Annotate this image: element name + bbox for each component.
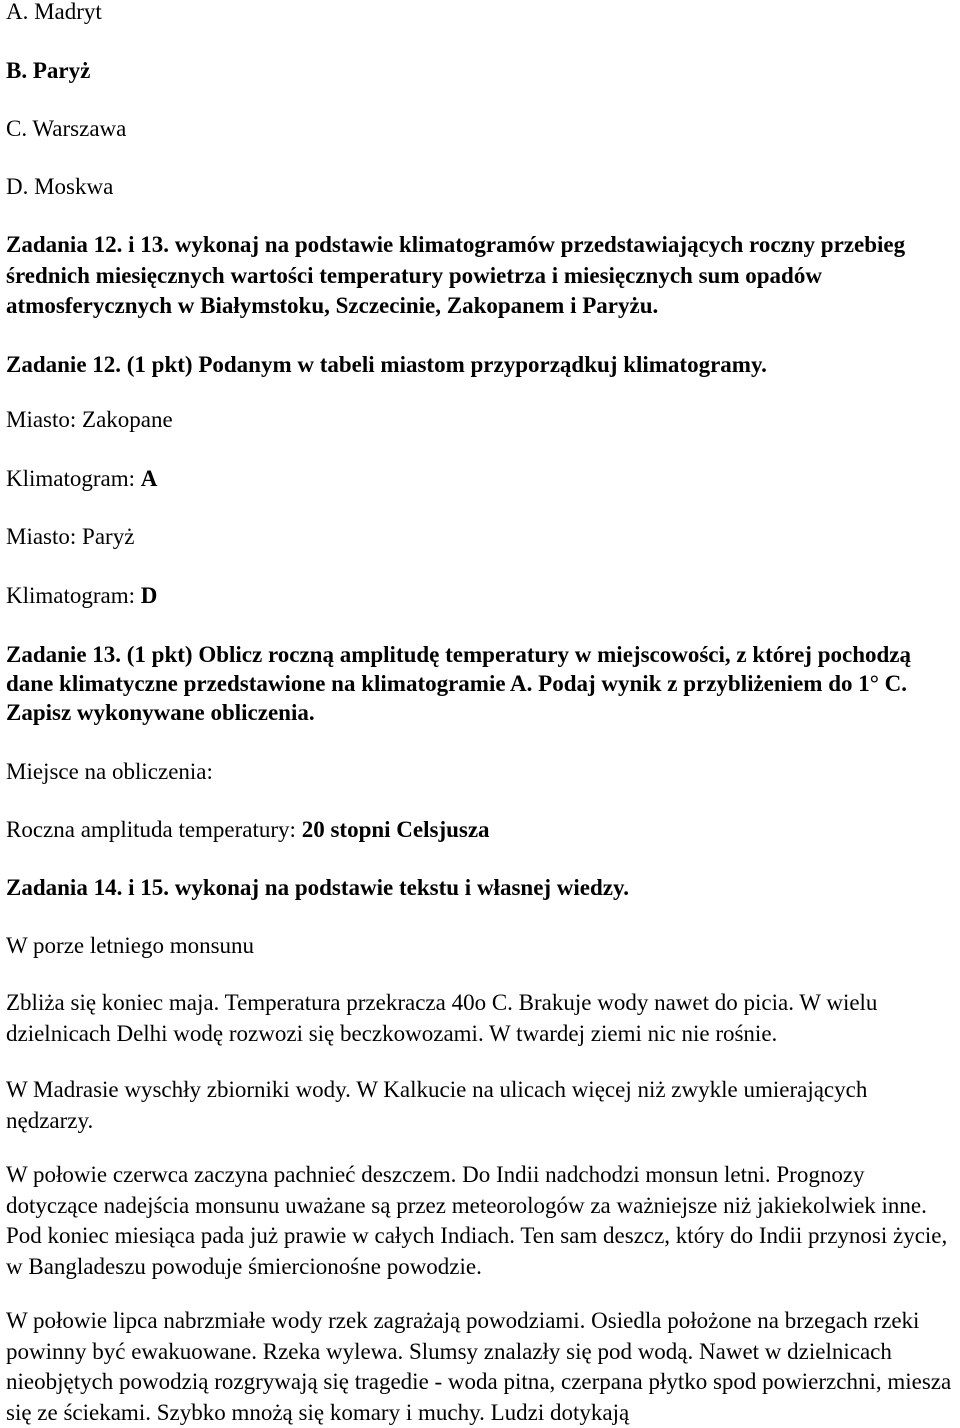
- climatogram-label: Klimatogram:: [6, 583, 141, 608]
- city-value: Zakopane: [82, 407, 173, 432]
- option-b: B. Paryż: [6, 58, 91, 83]
- answer-label: Roczna amplituda temperatury:: [6, 817, 302, 842]
- task12-climatogram-row-1: [6, 465, 157, 493]
- task12-city-row-2: [6, 523, 134, 551]
- city-label: Miasto:: [6, 407, 83, 432]
- task12-city-row-1: [6, 406, 173, 434]
- task12-climatogram-row-2: [6, 582, 157, 610]
- text-paragraph-2: W Madrasie wyschły zbiorniki wody. W Kalkucie na ulicach więcej niż zwykle umierających nędzarzy.: [6, 1077, 868, 1133]
- text-paragraph-1: Zbliża się koniec maja. Temperatura przekracza 40o C. Brakuje wody nawet do picia. W wielu dzielnicach Delhi wodę rozwozi się beczkowozami. W twardej ziemi nic nie rośnie.: [6, 990, 878, 1046]
- option-a: A. Madryt: [6, 0, 102, 24]
- city-label: Miasto:: [6, 524, 83, 549]
- option-c: C. Warszawa: [6, 116, 127, 141]
- task12-heading: Zadanie 12. (1 pkt) Podanym w tabeli miastom przyporządkuj klimatogramy.: [6, 352, 767, 377]
- answer-row: [6, 816, 490, 844]
- calc-label: Miejsce na obliczenia:: [6, 759, 213, 784]
- climatogram-label: Klimatogram:: [6, 466, 141, 491]
- task14-15-heading: Zadania 14. i 15. wykonaj na podstawie tekstu i własnej wiedzy.: [6, 875, 629, 900]
- text-paragraph-4: W połowie lipca nabrzmiałe wody rzek zagrażają powodziami. Osiedla położone na brzegach rzeki powinny być ewakuowane. Rzeka wylewa. Slumsy znalazły się pod wodą. Nawet w dzielnicach nieobjętych powodzią rozgrywają się tragedie - woda pitna, czerpana płytko spod powierzchni, miesza się ze ściekami. Szybko mnożą się komary i muchy. Ludzi dotykają: [6, 1308, 952, 1425]
- task13-heading: Zadanie 13. (1 pkt) Oblicz roczną amplitudę temperatury w miejscowości, z której pochodzą dane klimatyczne przedstawione na klimatogramie A. Podaj wynik z przybliżeniem do 1° C. Zapisz wykonywane obliczenia.: [6, 642, 911, 725]
- intro-paragraph: Zadania 12. i 13. wykonaj na podstawie klimatogramów przedstawiających roczny przebieg średnich miesięcznych wartości temperatury powietrza i miesięcznych sum opadów atmosferycznych w Białymstoku, Szczecinie, Zakopanem i Paryżu.: [6, 232, 906, 318]
- city-value: Paryż: [82, 524, 135, 549]
- text-paragraph-3: W połowie czerwca zaczyna pachnieć deszczem. Do Indii nadchodzi monsun letni. Prognozy dotyczące nadejścia monsunu uważane są przez meteorologów za ważniejsze niż jakiekolwiek inne. Pod koniec miesiąca pada już prawie w całych Indiach. Ten sam deszcz, który do Indii przynosi życie, w Bangladeszu powoduje śmiercionośne powodzie.: [6, 1162, 948, 1279]
- climatogram-value: D: [140, 583, 158, 608]
- answer-value: 20 stopni Celsjusza: [301, 817, 490, 842]
- option-d: D. Moskwa: [6, 174, 114, 199]
- climatogram-value: A: [140, 466, 158, 491]
- text-title: W porze letniego monsunu: [6, 933, 255, 958]
